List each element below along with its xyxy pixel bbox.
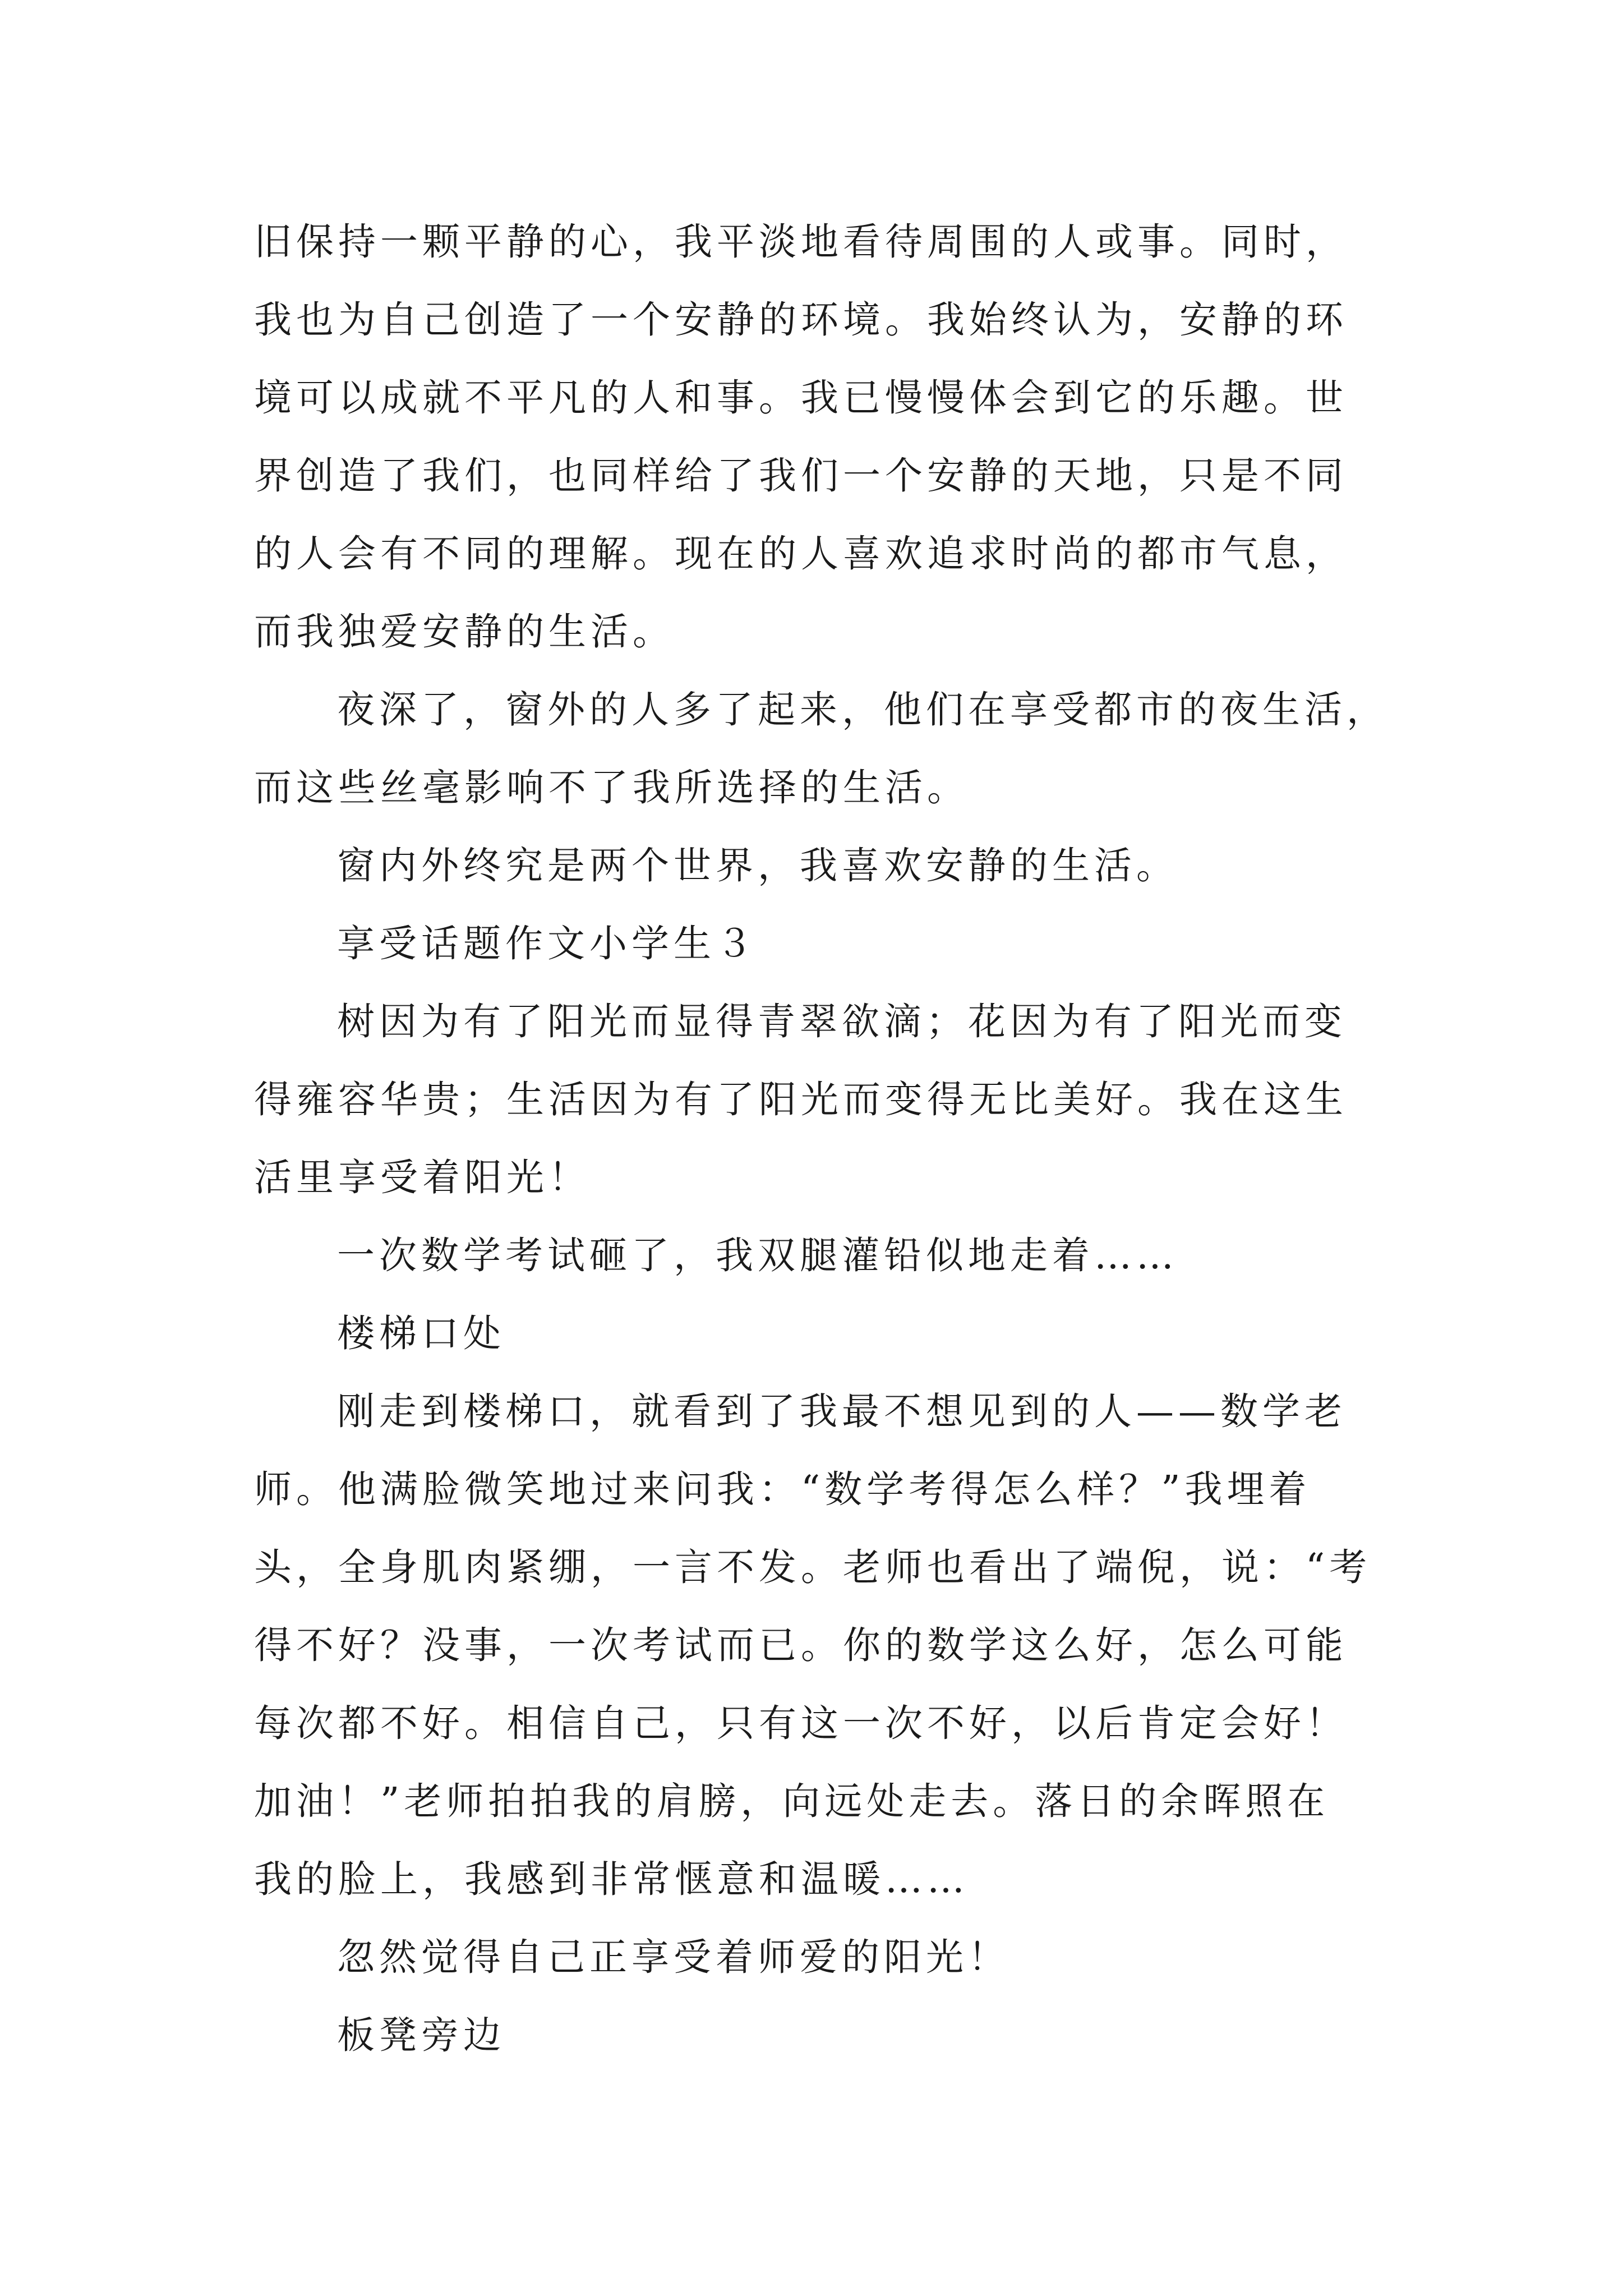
section-heading (254, 905, 1381, 983)
text-line: 忽然觉得自己正享受着师爱的阳光！ (337, 1935, 1010, 1979)
subheading-text: 楼梯口处 (337, 1312, 505, 1355)
subheading-text: 板凳旁边 (337, 2013, 505, 2057)
paragraph (254, 827, 1381, 905)
document-body (254, 203, 1389, 2074)
text-line: 师。他满脸微笑地过来问我：“数学考得怎么样？”我埋着 (254, 1467, 1311, 1511)
text-line: 得雍容华贵；生活因为有了阳光而变得无比美好。我在这生 (254, 1078, 1348, 1121)
heading-text: 享受话题作文小学生３ (337, 922, 758, 965)
text-line: 每次都不好。相信自己，只有这一次不好，以后肯定会好！ (254, 1701, 1348, 1745)
text-line: 加油！”老师拍拍我的肩膀，向远处走去。落日的余晖照在 (254, 1779, 1330, 1823)
text-line: 刚走到楼梯口，就看到了我最不想见到的人——数学老 (337, 1389, 1347, 1433)
text-line: 头，全身肌肉紧绷，一言不发。老师也看出了端倪，说：“考 (254, 1545, 1372, 1589)
text-line: 得不好？没事，一次考试而已。你的数学这么好，怎么可能 (254, 1623, 1348, 1667)
paragraph (254, 203, 1381, 671)
text-line: 境可以成就不平凡的人和事。我已慢慢体会到它的乐趣。世 (254, 376, 1348, 420)
text-line: 的人会有不同的理解。现在的人喜欢追求时尚的都市气息， (254, 532, 1348, 576)
paragraph (254, 671, 1389, 827)
text-line: 而这些丝毫影响不了我所选择的生活。 (254, 766, 969, 809)
text-line: 活里享受着阳光！ (254, 1156, 591, 1199)
text-line: 旧保持一颗平静的心，我平淡地看待周围的人或事。同时， (254, 220, 1348, 264)
paragraph (254, 1217, 1381, 1295)
text-line: 而我独爱安静的生活。 (254, 610, 675, 654)
text-line: 树因为有了阳光而显得青翠欲滴；花因为有了阳光而变 (337, 1000, 1347, 1043)
subheading (254, 1996, 1381, 2074)
text-line: 一次数学考试砸了，我双腿灌铅似地走着…… (337, 1234, 1178, 1277)
text-line: 夜深了，窗外的人多了起来，他们在享受都市的夜生活， (337, 688, 1389, 731)
text-line: 窗内外终究是两个世界，我喜欢安静的生活。 (337, 844, 1178, 887)
text-line: 我也为自己创造了一个安静的环境。我始终认为，安静的环 (254, 298, 1348, 342)
text-line: 界创造了我们，也同样给了我们一个安静的天地，只是不同 (254, 454, 1348, 498)
paragraph (254, 1373, 1381, 1918)
text-line: 我的脸上，我感到非常惬意和温暖…… (254, 1857, 969, 1901)
subheading (254, 1295, 1381, 1373)
paragraph (254, 1918, 1381, 1996)
paragraph (254, 983, 1381, 1217)
